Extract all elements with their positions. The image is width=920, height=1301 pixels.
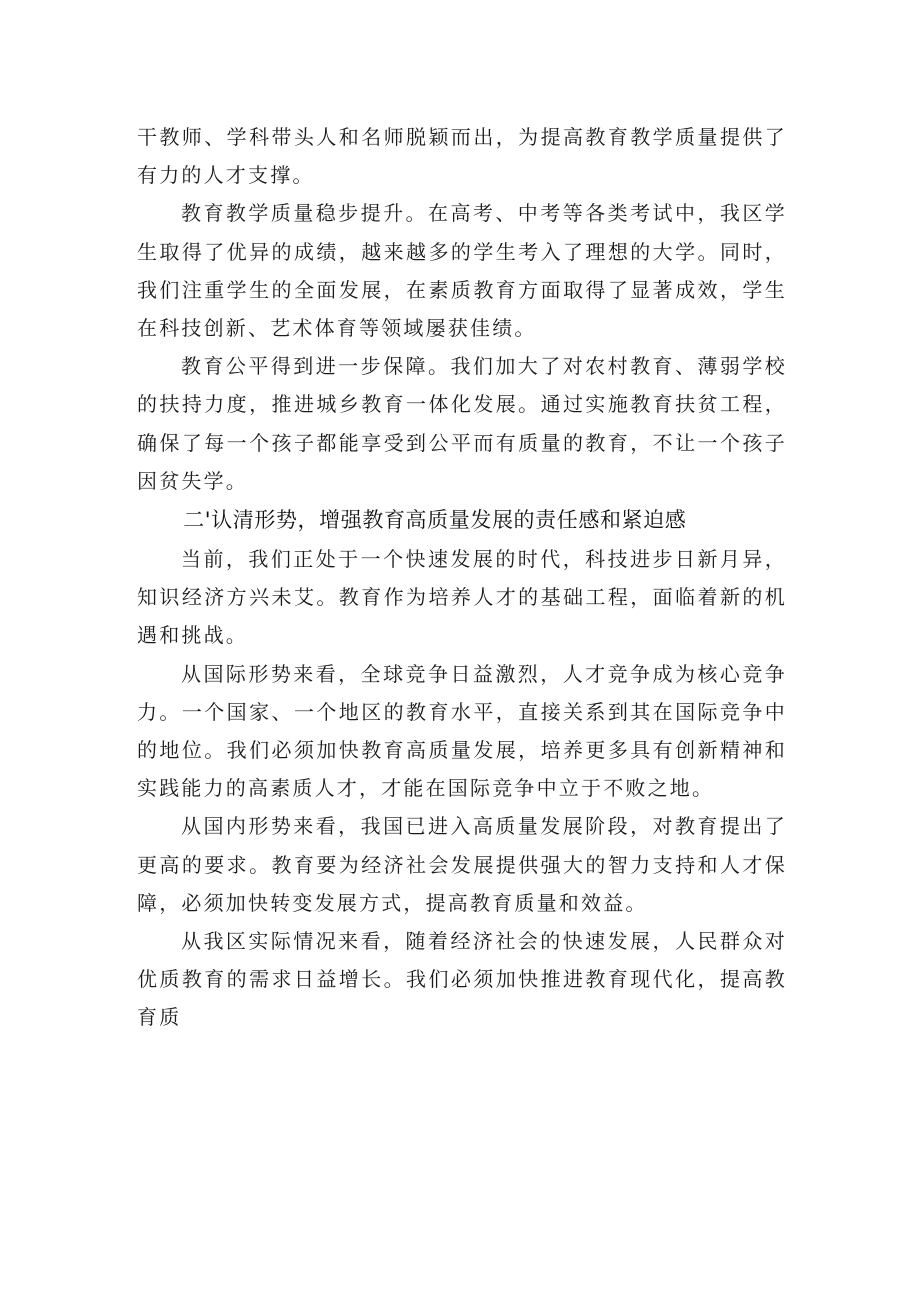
paragraph-education-equity: 教育公平得到进一步保障。我们加大了对农村教育、薄弱学校的扶持力度，推进城乡教育一体化发展。通过实施教育扶贫工程，确保了每一个孩子都能享受到公平而有质量的教育，不让一个孩子因贫失学。 <box>137 354 787 493</box>
document-body <box>137 118 787 1037</box>
paragraph-continuation: 干教师、学科带头人和名师脱颖而出，为提高教育教学质量提供了有力的人才支撑。 <box>137 125 787 188</box>
section-heading: 二'认清形势，增强教育高质量发展的责任感和紧迫感 <box>183 508 687 533</box>
paragraph-domestic: 从国内形势来看，我国已进入高质量发展阶段，对教育提出了更高的要求。教育要为经济社会发展提供强大的智力支持和人才保障，必须加快转变发展方式，提高教育质量和效益。 <box>137 814 787 915</box>
paragraph-teaching-quality: 教育教学质量稳步提升。在高考、中考等各类考试中，我区学生取得了优异的成绩，越来越多的学生考入了理想的大学。同时，我们注重学生的全面发展，在素质教育方面取得了显著成效，学生在科技创新、艺术体育等领域屡获佳绩。 <box>137 201 787 341</box>
paragraph-current-era: 当前，我们正处于一个快速发展的时代，科技进步日新月异，知识经济方兴未艾。教育作为培养人才的基础工程，面临着新的机遇和挑战。 <box>137 547 787 648</box>
paragraph-local-district: 从我区实际情况来看，随着经济社会的快速发展，人民群众对优质教育的需求日益增长。我们必须加快推进教育现代化，提高教育质 <box>137 929 787 1030</box>
paragraph-international: 从国际形势来看，全球竞争日益激烈，人才竞争成为核心竞争力。一个国家、一个地区的教育水平，直接关系到其在国际竞争中的地位。我们必须加快教育高质量发展，培养更多具有创新精神和实践能力的高素质人才，才能在国际竞争中立于不败之地。 <box>137 661 787 801</box>
